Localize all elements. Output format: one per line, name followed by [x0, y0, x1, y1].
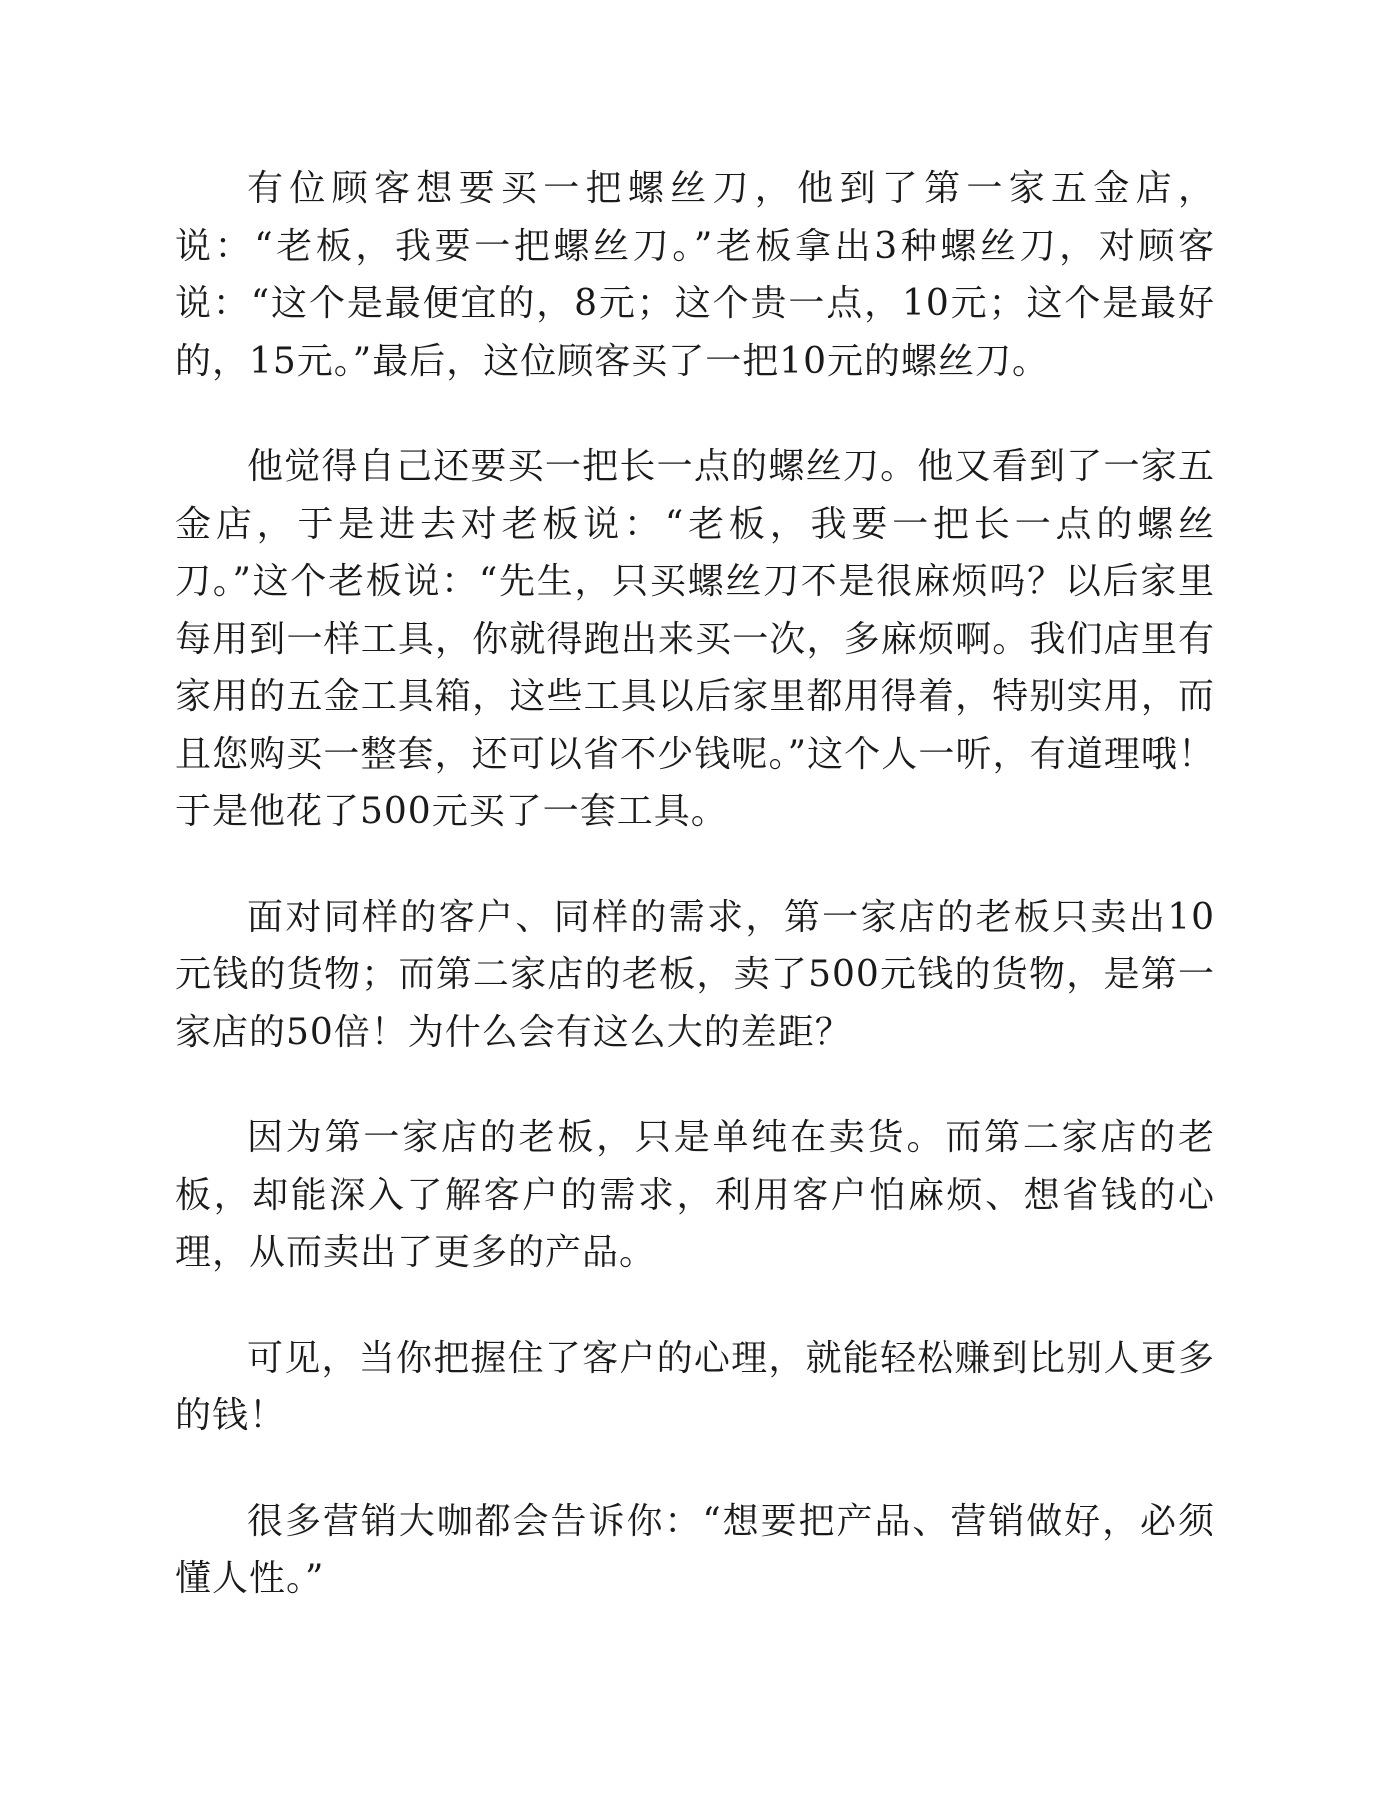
paragraph-3: 面对同样的客户、同样的需求，第一家店的老板只卖出10元钱的货物；而第二家店的老板，卖了500元钱的货物，是第一家店的50倍！为什么会有这么大的差距？ — [175, 896, 1215, 1053]
paragraph-5: 可见，当你把握住了客户的心理，就能轻松赚到比别人更多的钱！ — [175, 1337, 1215, 1436]
paragraph-2: 他觉得自己还要买一把长一点的螺丝刀。他又看到了一家五金店，于是进去对老板说：“老板，我要一把长一点的螺丝刀。”这个老板说：“先生，只买螺丝刀不是很麻烦吗？以后家里每用到一样工具，你就得跑出来买一次，多麻烦啊。我们店里有家用的五金工具箱，这些工具以后家里都用得着，特别实用，而且您购买一整套，还可以省不少钱呢。”这个人一听，有道理哦！于是他花了500元买了一套工具。 — [175, 446, 1215, 832]
paragraph-6: 很多营销大咖都会告诉你：“想要把产品、营销做好，必须懂人性。” — [175, 1500, 1215, 1599]
paragraph-1: 有位顾客想要买一把螺丝刀，他到了第一家五金店，说：“老板，我要一把螺丝刀。”老板拿出3种螺丝刀，对顾客说：“这个是最便宜的，8元；这个贵一点，10元；这个是最好的，15元。”最后，这位顾客买了一把10元的螺丝刀。 — [175, 168, 1215, 382]
document-body — [175, 160, 1215, 1608]
paragraph-4: 因为第一家店的老板，只是单纯在卖货。而第二家店的老板，却能深入了解客户的需求，利用客户怕麻烦、想省钱的心理，从而卖出了更多的产品。 — [175, 1117, 1215, 1273]
